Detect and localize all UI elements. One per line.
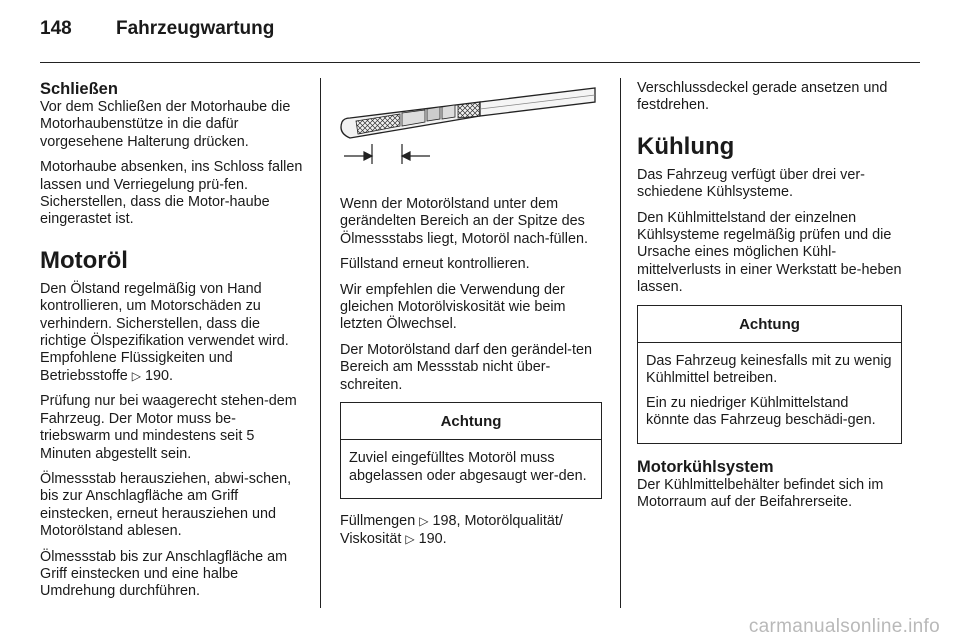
paragraph: Der Motorölstand darf den gerändel-ten Bereich am Messstab nicht über-schreiten. (340, 341, 592, 393)
paragraph: Verschlussdeckel gerade ansetzen und festdrehen. (637, 80, 888, 114)
paragraph: Füllstand erneut kontrollieren. (340, 256, 530, 273)
chapter-title: Fahrzeugwartung (116, 18, 275, 39)
paragraph: Den Kühlmittelstand der einzelnen Kühlsysteme regelmäßig prüfen und die Ursache eines möglichen Kühl-mittelverlusts in einer Werkstatt be-heben lassen. (637, 209, 902, 296)
paragraph: Wir empfehlen die Verwendung der gleichen Motorölviskosität wie beim letzten Ölwechsel. (340, 281, 566, 333)
warning-text: Das Fahrzeug keinesfalls mit zu wenig Kühlmittel betreiben. (646, 353, 892, 387)
heading-kuehlung: Kühlung (637, 132, 735, 160)
page-reference[interactable]: 190. (418, 530, 447, 547)
watermark: carmanualsonline.info (748, 616, 940, 637)
paragraph-text: Füllmengen (340, 513, 416, 530)
paragraph (40, 281, 305, 385)
paragraph: Der Kühlmittelbehälter befindet sich im Motorraum auf der Beifahrerseite. (637, 476, 884, 511)
warning-body (341, 440, 601, 498)
triangle-right-icon: ▷ (405, 531, 415, 546)
paragraph (340, 513, 602, 548)
paragraph: Ölmessstab herausziehen, abwi-schen, bis zur Anschlagfläche am Griff einstecken, erneut herausziehen und Motorölstand ablesen. (40, 470, 292, 540)
column-3 (637, 80, 902, 520)
dipstick-illustration (330, 78, 605, 173)
paragraph: Wenn der Motorölstand unter dem gerändelten Bereich an der Spitze des Ölmessstabs liegt, Motoröl nach-füllen. (340, 196, 588, 247)
warning-text: Ein zu niedriger Kühlmittelstand könnte das Fahrzeug beschädi-gen. (646, 394, 876, 429)
paragraph-text: Viskosität (340, 530, 402, 547)
triangle-right-icon: ▷ (419, 514, 429, 529)
heading-motoroel: Motoröl (40, 246, 128, 274)
column-divider-1 (320, 78, 321, 608)
warning-text: Zuviel eingefülltes Motoröl muss abgelassen oder abgesaugt wer-den. (349, 450, 587, 484)
dipstick-shape (341, 88, 595, 138)
column-divider-2 (620, 78, 621, 608)
warning-title: Achtung (638, 306, 901, 343)
paragraph-text: Den Ölstand regelmäßig von Hand kontrollieren, um Motorschäden zu verhindern. Sicherstellen, dass die richtige Ölspezifikation verwendet wird. Empfohlene Flüssigkeiten und Betriebsstoffe (40, 280, 289, 384)
warning-box-oil (340, 402, 602, 499)
page-header (40, 18, 274, 48)
page-reference[interactable]: 198, Motorölqualität/ (432, 513, 563, 530)
warning-body (638, 343, 901, 443)
paragraph: Ölmessstab bis zur Anschlagfläche am Griff einstecken und eine halbe Umdrehung durchführen. (40, 548, 288, 600)
fill-range-marker (344, 144, 430, 164)
warning-title: Achtung (341, 403, 601, 440)
header-rule (40, 62, 920, 63)
triangle-right-icon: ▷ (131, 368, 141, 383)
paragraph: Prüfung nur bei waagerecht stehen-dem Fahrzeug. Der Motor muss be-triebswarm und mindestens seit 5 Minuten abgestellt sein. (40, 393, 297, 462)
column-2 (340, 196, 602, 556)
heading-motorkuehlsystem: Motorkühlsystem (637, 457, 774, 476)
paragraph: Das Fahrzeug verfügt über drei ver-schiedene Kühlsysteme. (637, 166, 865, 201)
paragraph: Motorhaube absenken, ins Schloss fallen lassen und Verriegelung prü-fen. Sicherstellen, dass die Motor-haube eingerastet ist. (40, 159, 303, 228)
heading-schliessen: Schließen (40, 80, 118, 98)
page-number: 148 (40, 18, 72, 39)
page-reference[interactable]: 190. (144, 367, 173, 384)
column-1 (40, 80, 305, 609)
paragraph: Vor dem Schließen der Motorhaube die Motorhaubenstütze in die dafür vorgesehene Halterung drücken. (40, 99, 291, 150)
warning-box-coolant (637, 305, 902, 444)
